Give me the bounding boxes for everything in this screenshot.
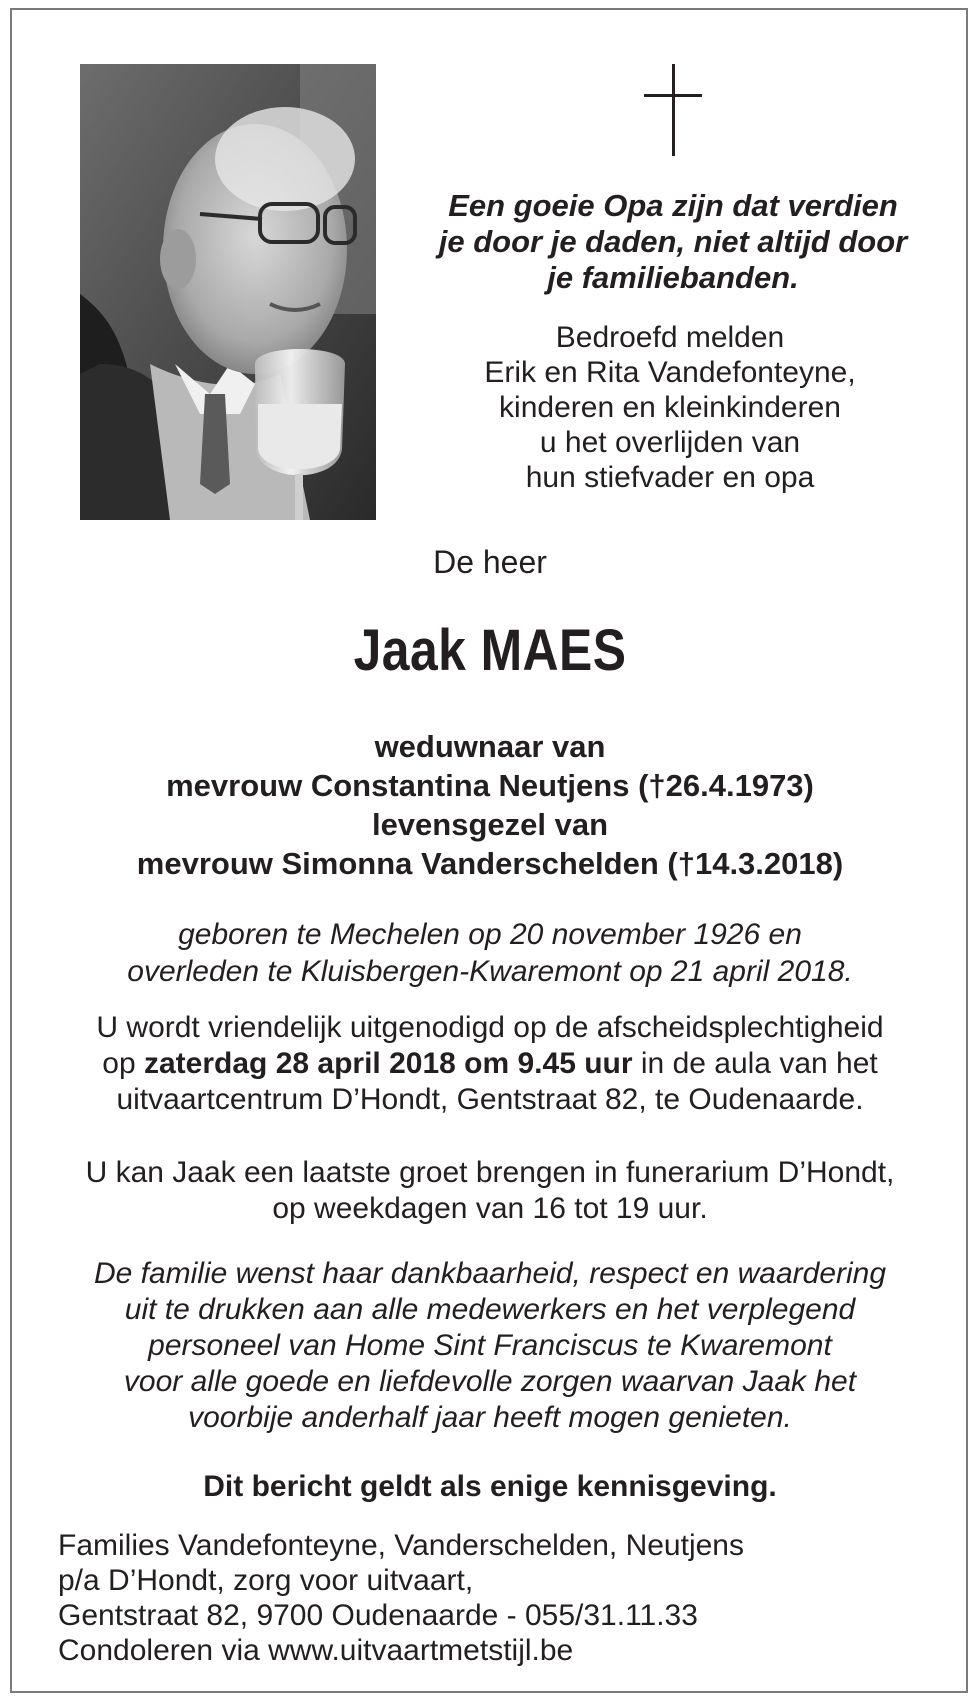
relation-line: mevrouw Simonna Vanderschelden (†14.3.2018) (136, 846, 844, 881)
portrait-image (80, 64, 376, 520)
contact-line: p/a D’Hondt, zorg voor uitvaart, (58, 1564, 474, 1597)
contact-line: Gentstraat 82, 9700 Oudenaarde - 055/31.11.33 (58, 1599, 698, 1632)
announcement-line: kinderen en kleinkinderen (499, 391, 841, 424)
portrait-photo (80, 64, 376, 520)
visit-info (40, 1155, 940, 1227)
contact-info (58, 1528, 938, 1668)
deceased-prefix: De heer (433, 544, 547, 580)
quote-line: je door je daden, niet altijd door (438, 224, 908, 259)
ceremony-info (40, 1010, 940, 1118)
birth-death-info (40, 916, 940, 990)
thanks-line: uit te drukken aan alle medewerkers en het verplegend (124, 1293, 856, 1326)
thanks-line: voorbije anderhalf jaar heeft mogen genieten. (188, 1401, 792, 1434)
contact-line: Families Vandefonteyne, Vanderschelden, Neutjens (58, 1529, 744, 1562)
thanks-line: voor alle goede en liefdevolle zorgen waarvan Jaak het (123, 1365, 857, 1398)
relations (40, 727, 940, 883)
announcement (430, 320, 910, 495)
announcement-line: Bedroefd melden (555, 321, 785, 354)
visit-line: op weekdagen van 16 tot 19 uur. (272, 1192, 708, 1225)
ceremony-line (40, 1046, 940, 1082)
memorial-quote (416, 188, 930, 296)
ceremony-line: uitvaartcentrum D’Hondt, Gentstraat 82, te Oudenaarde. (116, 1083, 864, 1116)
relation-line: mevrouw Constantina Neutjens (†26.4.1973) (166, 768, 814, 803)
deceased-name: Jaak MAES (353, 618, 627, 683)
ceremony-line: U wordt vriendelijk uitgenodigd op de afscheidsplechtigheid (96, 1011, 884, 1044)
quote-line: Een goeie Opa zijn dat verdien (448, 188, 898, 223)
life-line: overleden te Kluisbergen-Kwaremont op 21 april 2018. (127, 955, 853, 988)
notice-statement: Dit bericht geldt als enige kennisgeving. (203, 1470, 777, 1503)
relation-line: weduwnaar van (374, 729, 606, 764)
announcement-line: u het overlijden van (539, 426, 801, 459)
thanks-message (40, 1256, 940, 1436)
ceremony-date: zaterdag 28 april 2018 om 9.45 uur (143, 1047, 633, 1080)
announcement-line: Erik en Rita Vandefonteyne, (484, 356, 856, 389)
quote-line: je familiebanden. (547, 260, 799, 295)
announcement-line: hun stiefvader en opa (525, 461, 815, 494)
relation-line: levensgezel van (371, 807, 609, 842)
life-line: geboren te Mechelen op 20 november 1926 en (178, 918, 802, 951)
thanks-line: De familie wenst haar dankbaarheid, respect en waardering (93, 1257, 887, 1290)
cross-icon (643, 64, 703, 160)
thanks-line: personeel van Home Sint Franciscus te Kwaremont (148, 1329, 832, 1362)
contact-line: Condoleren via www.uitvaartmetstijl.be (58, 1634, 574, 1667)
visit-line: U kan Jaak een laatste groet brengen in funerarium D’Hondt, (85, 1156, 895, 1189)
ceremony-line-pre: op (102, 1047, 144, 1080)
ceremony-line-post: in de aula van het (632, 1047, 878, 1080)
